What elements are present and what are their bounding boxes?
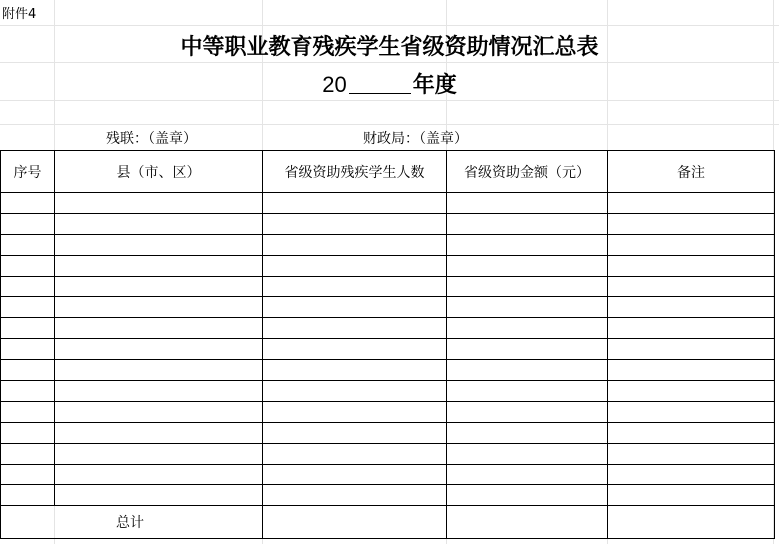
table-cell[interactable] <box>55 193 263 214</box>
table-cell[interactable] <box>1 255 55 276</box>
table-cell[interactable] <box>608 297 775 318</box>
table-cell[interactable] <box>263 443 447 464</box>
table-cell[interactable] <box>55 234 263 255</box>
table-cell[interactable] <box>263 485 447 506</box>
table-cell[interactable] <box>608 401 775 422</box>
table-row <box>1 234 775 255</box>
table-cell[interactable] <box>608 464 775 485</box>
table-row <box>1 255 775 276</box>
table-cell[interactable] <box>263 297 447 318</box>
table-cell[interactable] <box>447 213 608 234</box>
table-cell[interactable] <box>608 255 775 276</box>
table-row <box>1 193 775 214</box>
table-cell[interactable] <box>55 276 263 297</box>
table-row <box>1 422 775 443</box>
table-cell[interactable] <box>447 193 608 214</box>
table-row <box>1 464 775 485</box>
table-cell[interactable] <box>263 381 447 402</box>
table-cell[interactable] <box>1 297 55 318</box>
year-line <box>0 68 779 99</box>
table-cell[interactable] <box>263 234 447 255</box>
table-cell[interactable] <box>447 276 608 297</box>
col-header-serial: 序号 <box>1 151 55 193</box>
table-cell[interactable] <box>447 422 608 443</box>
table-cell[interactable] <box>608 193 775 214</box>
table-row <box>1 297 775 318</box>
table-cell[interactable] <box>1 193 55 214</box>
disabled-federation-seal-label: 残联：（盖章） <box>106 131 197 147</box>
table-cell[interactable] <box>263 255 447 276</box>
finance-bureau-seal-label: 财政局：（盖章） <box>363 131 468 147</box>
table-row <box>1 485 775 506</box>
table-cell[interactable] <box>263 276 447 297</box>
page-title: 中等职业教育残疾学生省级资助情况汇总表 <box>180 35 599 60</box>
table-row <box>1 381 775 402</box>
table-cell[interactable] <box>608 485 775 506</box>
table-cell[interactable] <box>447 381 608 402</box>
table-cell[interactable] <box>263 339 447 360</box>
table-cell[interactable] <box>55 485 263 506</box>
table-cell[interactable] <box>55 401 263 422</box>
table-cell[interactable] <box>608 506 775 539</box>
table-cell[interactable] <box>1 318 55 339</box>
col-header-amount: 省级资助金额（元） <box>447 151 608 193</box>
table-cell[interactable] <box>263 422 447 443</box>
table-cell[interactable] <box>608 339 775 360</box>
summary-table <box>0 150 775 539</box>
attachment-label: 附件4 <box>2 7 37 22</box>
table-cell[interactable] <box>1 485 55 506</box>
table-row <box>1 360 775 381</box>
table-cell[interactable] <box>447 234 608 255</box>
table-cell[interactable] <box>608 443 775 464</box>
table-cell[interactable] <box>447 443 608 464</box>
table-cell[interactable] <box>55 443 263 464</box>
table-cell[interactable] <box>447 401 608 422</box>
table-cell[interactable] <box>447 297 608 318</box>
table-row <box>1 213 775 234</box>
table-cell[interactable] <box>263 360 447 381</box>
table-cell[interactable] <box>263 464 447 485</box>
table-header-row <box>1 151 775 193</box>
table-cell[interactable] <box>1 234 55 255</box>
table-cell[interactable] <box>55 422 263 443</box>
table-cell[interactable] <box>1 360 55 381</box>
table-cell[interactable] <box>1 422 55 443</box>
col-header-remarks: 备注 <box>608 151 775 193</box>
table-cell[interactable] <box>263 506 447 539</box>
table-cell[interactable] <box>1 443 55 464</box>
table-cell[interactable] <box>1 276 55 297</box>
total-label: 总计 <box>1 506 263 539</box>
table-cell[interactable] <box>608 276 775 297</box>
table-cell[interactable] <box>608 422 775 443</box>
table-cell[interactable] <box>447 506 608 539</box>
table-row <box>1 443 775 464</box>
table-cell[interactable] <box>1 339 55 360</box>
table-cell[interactable] <box>263 401 447 422</box>
table-cell[interactable] <box>447 485 608 506</box>
table-cell[interactable] <box>55 339 263 360</box>
table-cell[interactable] <box>1 464 55 485</box>
total-row <box>1 506 775 539</box>
table-cell[interactable] <box>447 339 608 360</box>
table-cell[interactable] <box>55 255 263 276</box>
table-cell[interactable] <box>55 213 263 234</box>
year-blank-underline <box>349 75 411 94</box>
table-row <box>1 318 775 339</box>
year-prefix: 20 <box>322 72 347 97</box>
table-cell[interactable] <box>608 381 775 402</box>
table-cell[interactable] <box>1 401 55 422</box>
table-cell[interactable] <box>447 360 608 381</box>
table-row <box>1 339 775 360</box>
table-cell[interactable] <box>447 255 608 276</box>
table-cell[interactable] <box>263 318 447 339</box>
table-cell[interactable] <box>608 318 775 339</box>
table-cell[interactable] <box>55 381 263 402</box>
table-row <box>1 401 775 422</box>
table-cell[interactable] <box>608 234 775 255</box>
table-cell[interactable] <box>447 464 608 485</box>
table-cell[interactable] <box>608 213 775 234</box>
table-row <box>1 276 775 297</box>
table-cell[interactable] <box>1 381 55 402</box>
table-cell[interactable] <box>263 213 447 234</box>
table-cell[interactable] <box>608 360 775 381</box>
col-header-county: 县（市、区） <box>55 151 263 193</box>
table-cell[interactable] <box>263 193 447 214</box>
table-cell[interactable] <box>1 213 55 234</box>
table-cell[interactable] <box>55 318 263 339</box>
table-cell[interactable] <box>447 318 608 339</box>
year-suffix: 年度 <box>412 73 457 98</box>
table-cell[interactable] <box>55 464 263 485</box>
table-cell[interactable] <box>55 360 263 381</box>
col-header-student-count: 省级资助残疾学生人数 <box>263 151 447 193</box>
table-cell[interactable] <box>55 297 263 318</box>
